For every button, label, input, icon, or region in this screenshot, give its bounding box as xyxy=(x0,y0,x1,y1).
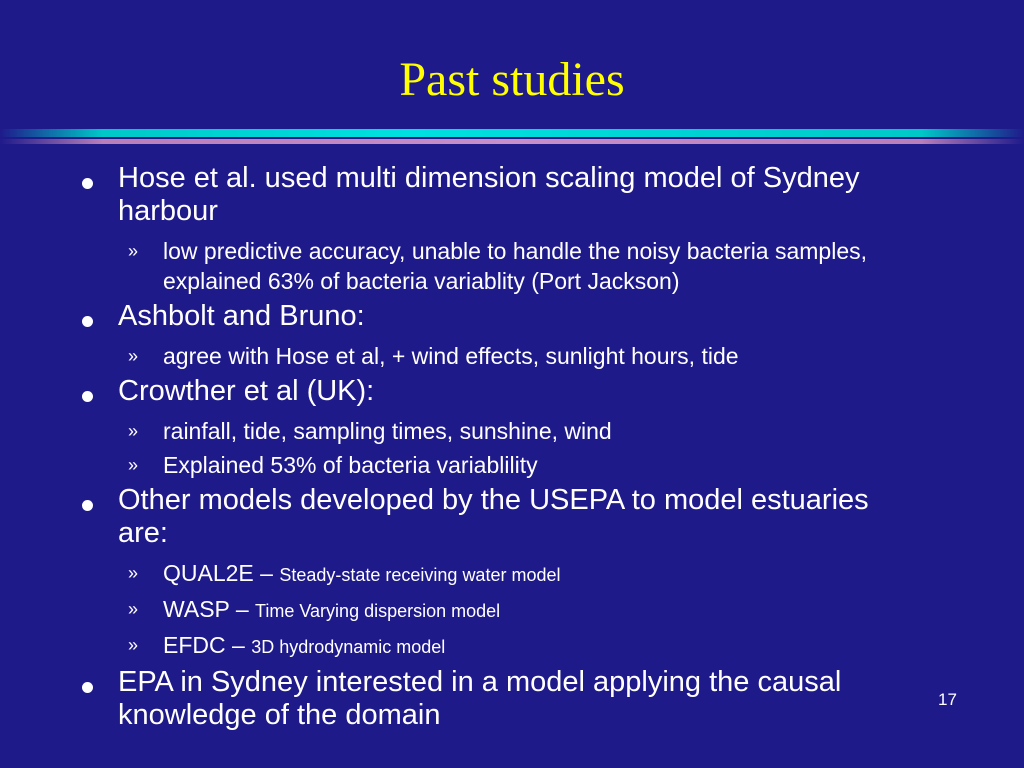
bullet-item xyxy=(80,375,900,408)
bullet-text: Ashbolt and Bruno: xyxy=(118,300,365,332)
sub-bullet-item xyxy=(128,416,900,446)
sub-bullet-marker-icon: » xyxy=(128,635,139,655)
sub-bullet-text: agree with Hose et al, + wind effects, sunlight hours, tide xyxy=(163,343,739,369)
sub-bullet-marker-icon: » xyxy=(128,346,139,366)
sub-bullet-text: low predictive accuracy, unable to handle the noisy bacteria samples, explained 63% of bacteria variablity (Port Jackson) xyxy=(163,238,868,294)
sub-bullet-item xyxy=(128,630,900,662)
sub-bullet-marker-icon: » xyxy=(128,599,139,619)
sub-bullet-marker-icon: » xyxy=(128,563,139,583)
bullet-item xyxy=(80,484,900,550)
sub-bullet-text: Explained 53% of bacteria variablility xyxy=(163,452,538,478)
page-number: 17 xyxy=(938,690,957,709)
model-name: WASP – xyxy=(163,596,256,622)
sub-bullet-marker-icon: » xyxy=(128,241,139,261)
slide-title: Past studies xyxy=(399,53,625,106)
sub-bullet-marker-icon: » xyxy=(128,455,139,475)
sub-bullet-marker-icon: » xyxy=(128,421,139,441)
sub-bullet-item xyxy=(128,450,900,480)
bullet-text: Crowther et al (UK): xyxy=(118,375,375,407)
model-description: Time Varying dispersion model xyxy=(255,601,501,621)
bullet-dot-icon xyxy=(82,682,93,693)
bullet-item xyxy=(80,162,900,228)
model-name: QUAL2E – xyxy=(163,560,280,586)
bullet-dot-icon xyxy=(82,316,93,327)
bullet-text: Other models developed by the USEPA to model estuaries are: xyxy=(118,484,869,549)
title-divider-teal xyxy=(0,129,1024,137)
sub-bullet-text: rainfall, tide, sampling times, sunshine, wind xyxy=(163,418,612,444)
bullet-text: Hose et al. used multi dimension scaling model of Sydney harbour xyxy=(118,162,860,227)
model-description: Steady-state receiving water model xyxy=(279,565,561,585)
bullet-item xyxy=(80,666,900,732)
bullet-dot-icon xyxy=(82,178,93,189)
model-description: 3D hydrodynamic model xyxy=(251,637,446,657)
bullet-dot-icon xyxy=(82,500,93,511)
sub-bullet-item xyxy=(128,236,900,296)
sub-bullet-item xyxy=(128,594,900,626)
slide-content xyxy=(80,162,900,740)
sub-bullet-item xyxy=(128,341,900,371)
bullet-item xyxy=(80,300,900,333)
sub-bullet-item xyxy=(128,558,900,590)
title-divider-mauve xyxy=(0,139,1024,144)
model-name: EFDC – xyxy=(163,632,252,658)
bullet-dot-icon xyxy=(82,391,93,402)
bullet-text: EPA in Sydney interested in a model applying the causal knowledge of the domain xyxy=(118,666,842,731)
